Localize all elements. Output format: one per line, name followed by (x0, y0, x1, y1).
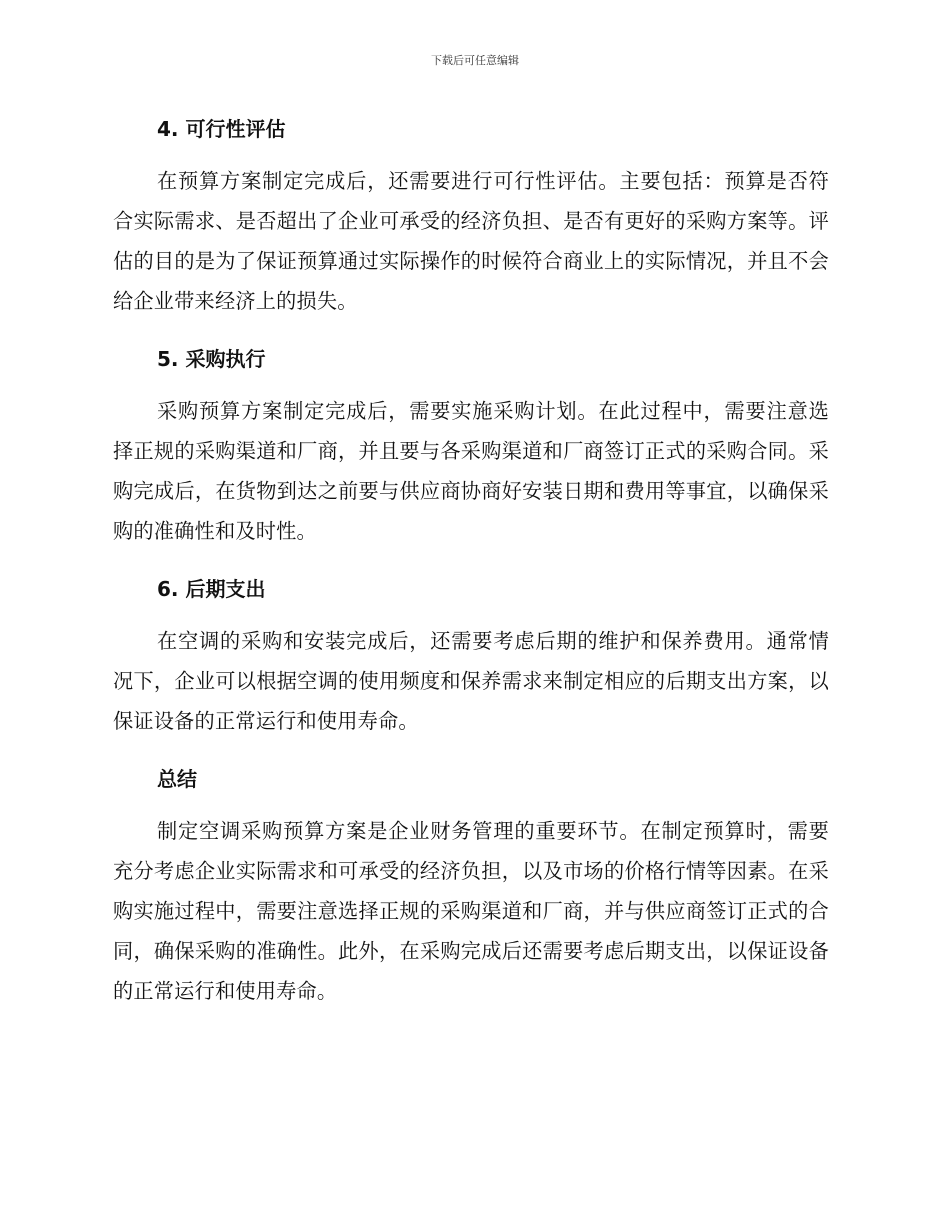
section-paragraph: 在空调的采购和安装完成后，还需要考虑后期的维护和保养费用。通常情况下，企业可以根据空调的使用频度和保养需求来制定相应的后期支出方案，以保证设备的正常运行和使用寿命。 (113, 629, 829, 733)
section-feasibility (113, 109, 829, 321)
section-summary (113, 759, 829, 1011)
section-paragraph: 采购预算方案制定完成后，需要实施采购计划。在此过程中，需要注意选择正规的采购渠道和厂商，并且要与各采购渠道和厂商签订正式的采购合同。采购完成后，在货物到达之前要与供应商协商好安装日期和费用等事宜，以确保采购的准确性和及时性。 (113, 399, 829, 543)
section-heading: 4. 可行性评估 (157, 117, 286, 141)
section-procurement (113, 339, 829, 551)
document-body (113, 109, 829, 1029)
section-paragraph: 制定空调采购预算方案是企业财务管理的重要环节。在制定预算时，需要充分考虑企业实际需求和可承受的经济负担，以及市场的价格行情等因素。在采购实施过程中，需要注意选择正规的采购渠道和厂商，并与供应商签订正式的合同，确保采购的准确性。此外，在采购完成后还需要考虑后期支出，以保证设备的正常运行和使用寿命。 (113, 819, 829, 1003)
page-header: 下载后可任意编辑 (431, 54, 519, 67)
section-later-expense (113, 569, 829, 741)
section-heading: 总结 (157, 767, 197, 791)
section-heading: 6. 后期支出 (157, 577, 266, 601)
section-paragraph: 在预算方案制定完成后，还需要进行可行性评估。主要包括：预算是否符合实际需求、是否超出了企业可承受的经济负担、是否有更好的采购方案等。评估的目的是为了保证预算通过实际操作的时候符合商业上的实际情况，并且不会给企业带来经济上的损失。 (113, 169, 829, 313)
section-heading: 5. 采购执行 (157, 347, 266, 371)
